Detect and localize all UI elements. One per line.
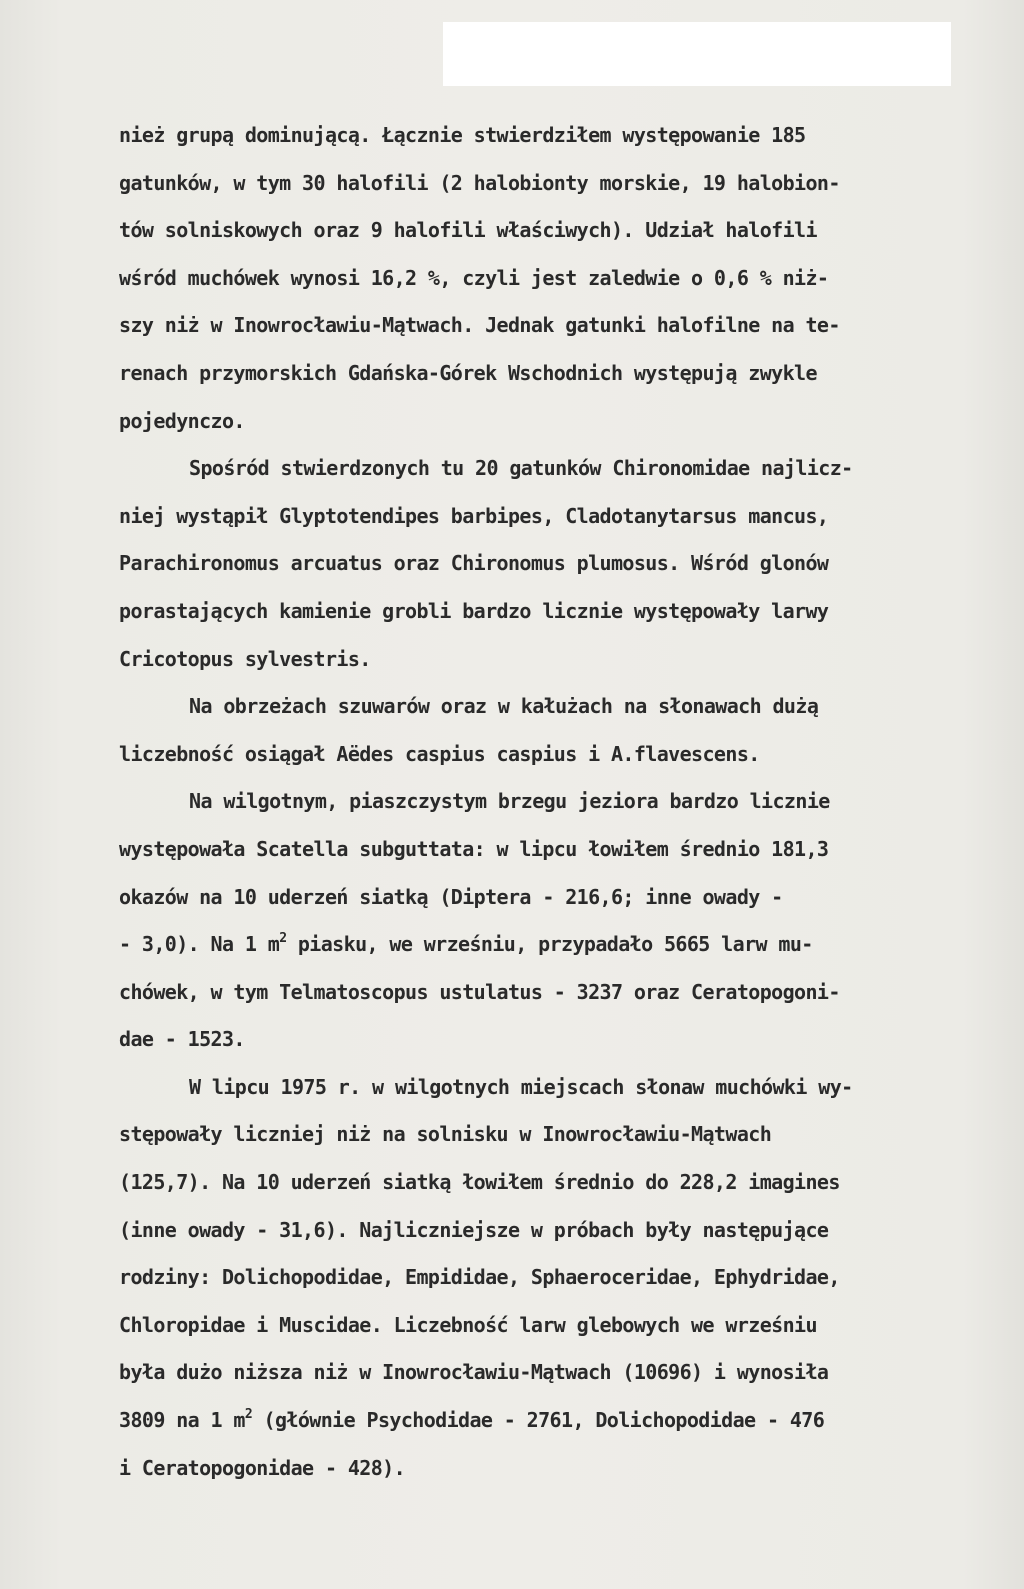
superscript: 2 (244, 1407, 253, 1423)
text-line: chówek, w tym Telmatoscopus ustulatus - 3237 oraz Ceratopogoni- (119, 979, 840, 1004)
text-line: (125,7). Na 10 uderzeń siatką łowiłem średnio do 228,2 imagines (119, 1170, 840, 1195)
text-line: Chloropidae i Muscidae. Liczebność larw glebowych we wrześniu (119, 1312, 817, 1337)
text-line: liczebność osiągał Aëdes caspius caspius i A.flavescens. (119, 741, 760, 766)
text-line: (inne owady - 31,6). Najliczniejsze w próbach były następujące (119, 1217, 829, 1242)
text-line: dae - 1523. (119, 1027, 245, 1052)
text-line (119, 1397, 989, 1445)
text-line: Parachironomus arcuatus oraz Chironomus plumosus. Wśród glonów (119, 551, 829, 576)
text-line: występowała Scatella subguttata: w lipcu łowiłem średnio 181,3 (119, 836, 829, 861)
text-line: gatunków, w tym 30 halofili (2 halobionty morskie, 19 halobion- (119, 170, 840, 195)
text-segment: (głównie Psychodidae - 2761, Dolichopodidae - 476 (252, 1408, 825, 1433)
text-line: Na wilgotnym, piaszczystym brzegu jeziora bardzo licznie (189, 789, 830, 814)
text-line: rodziny: Dolichopodidae, Empididae, Sphaeroceridae, Ephydridae, (119, 1265, 840, 1290)
text-line: stępowały liczniej niż na solnisku w Inowrocławiu-Mątwach (119, 1122, 772, 1147)
text-line: Na obrzeżach szuwarów oraz w kałużach na słonawach dużą (189, 694, 819, 719)
text-line: renach przymorskich Gdańska-Górek Wschodnich występują zwykle (119, 360, 817, 385)
text-line: i Ceratopogonidae - 428). (119, 1455, 406, 1480)
text-line: nież grupą dominującą. Łącznie stwierdziłem występowanie 185 (119, 123, 806, 147)
text-line: porastających kamienie grobli bardzo licznie występowały larwy (119, 598, 829, 623)
text-line: szy niż w Inowrocławiu-Mątwach. Jednak gatunki halofilne na te- (119, 313, 840, 338)
text-line: była dużo niższa niż w Inowrocławiu-Mątwach (10696) i wynosiła (119, 1360, 829, 1385)
text-segment: 3809 na 1 m (119, 1408, 245, 1433)
text-line: wśród muchówek wynosi 16,2 %, czyli jest zaledwie o 0,6 % niż- (119, 265, 829, 290)
text-line: W lipcu 1975 r. w wilgotnych miejscach słonaw muchówki wy- (189, 1074, 853, 1099)
text-line: tów solniskowych oraz 9 halofili właściwych). Udział halofili (119, 218, 817, 243)
text-segment: piasku, we wrześniu, przypadało 5665 larw mu- (286, 932, 813, 957)
text-segment: - 3,0). Na 1 m (119, 932, 280, 957)
superscript: 2 (279, 931, 287, 947)
text-line: Spośród stwierdzonych tu 20 gatunków Chironomidae najlicz- (189, 456, 853, 481)
text-line: niej wystąpił Glyptotendipes barbipes, Cladotanytarsus mancus, (119, 503, 829, 528)
body-text (119, 112, 989, 1492)
text-line: pojedynczo. (119, 408, 245, 433)
text-line: okazów na 10 uderzeń siatką (Diptera - 216,6; inne owady - (119, 884, 783, 909)
text-line: Cricotopus sylvestris. (119, 646, 371, 671)
text-line (119, 921, 989, 969)
redaction-box (443, 22, 951, 86)
